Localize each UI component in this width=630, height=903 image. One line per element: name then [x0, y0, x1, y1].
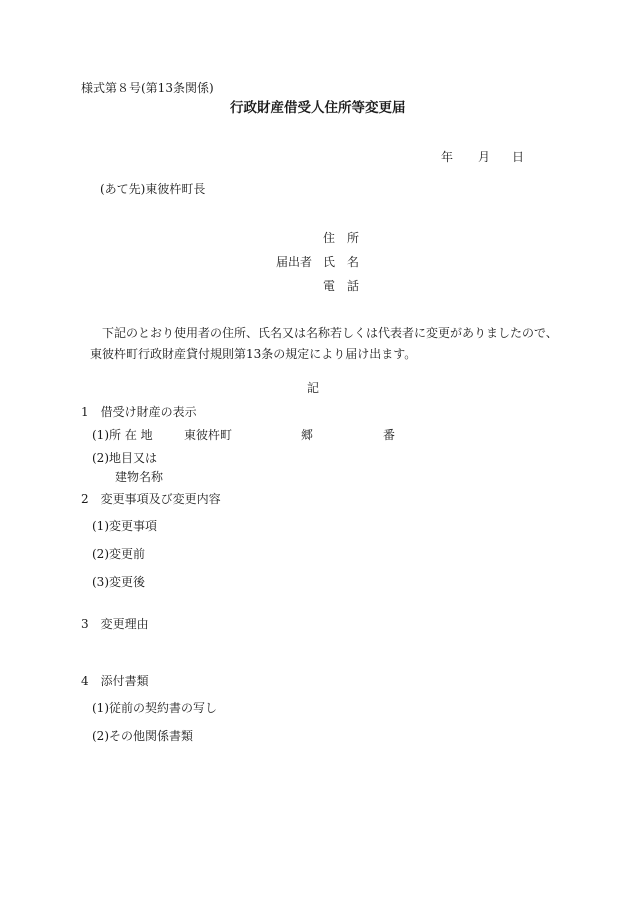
location-number: 番: [383, 428, 396, 442]
attachment-2: (2)その他関係書類: [92, 729, 193, 743]
before-change-label: (2)変更前: [92, 547, 145, 561]
section-1-title: 1 借受け財産の表示: [81, 405, 197, 419]
applicant-phone-label: 電 話: [323, 279, 360, 293]
building-name-label: 建物名称: [115, 470, 164, 484]
applicant-label: 届出者: [276, 255, 313, 269]
location-district: 郷: [301, 428, 314, 442]
attachment-1: (1)従前の契約書の写し: [92, 701, 217, 715]
date-day: 日: [512, 150, 525, 164]
date-month: 月: [478, 150, 491, 164]
addressee: (あて先)東彼杵町長: [100, 182, 206, 196]
form-number: 様式第８号(第13条関係): [81, 81, 214, 95]
land-category-label: (2)地目又は: [92, 451, 157, 465]
location-town: 東彼杵町: [184, 428, 233, 442]
applicant-address-label: 住 所: [323, 231, 360, 245]
change-item-label: (1)変更事項: [92, 519, 157, 533]
document-title: 行政財産借受人住所等変更届: [230, 100, 406, 116]
section-4-title: 4 添付書類: [81, 674, 149, 688]
body-line-2: 東彼杵町行政財産貸付規則第13条の規定により届け出ます。: [90, 347, 417, 361]
body-line-1: 下記のとおり使用者の住所、氏名又は名称若しくは代表者に変更がありましたので、: [102, 326, 558, 340]
after-change-label: (3)変更後: [92, 575, 145, 589]
ki-heading: 記: [307, 381, 320, 395]
section-2-title: 2 変更事項及び変更内容: [81, 492, 221, 506]
applicant-name-label: 氏 名: [323, 255, 360, 269]
date-year: 年: [441, 150, 454, 164]
location-label: (1)所 在 地: [92, 428, 153, 442]
section-3-title: 3 変更理由: [81, 617, 149, 631]
